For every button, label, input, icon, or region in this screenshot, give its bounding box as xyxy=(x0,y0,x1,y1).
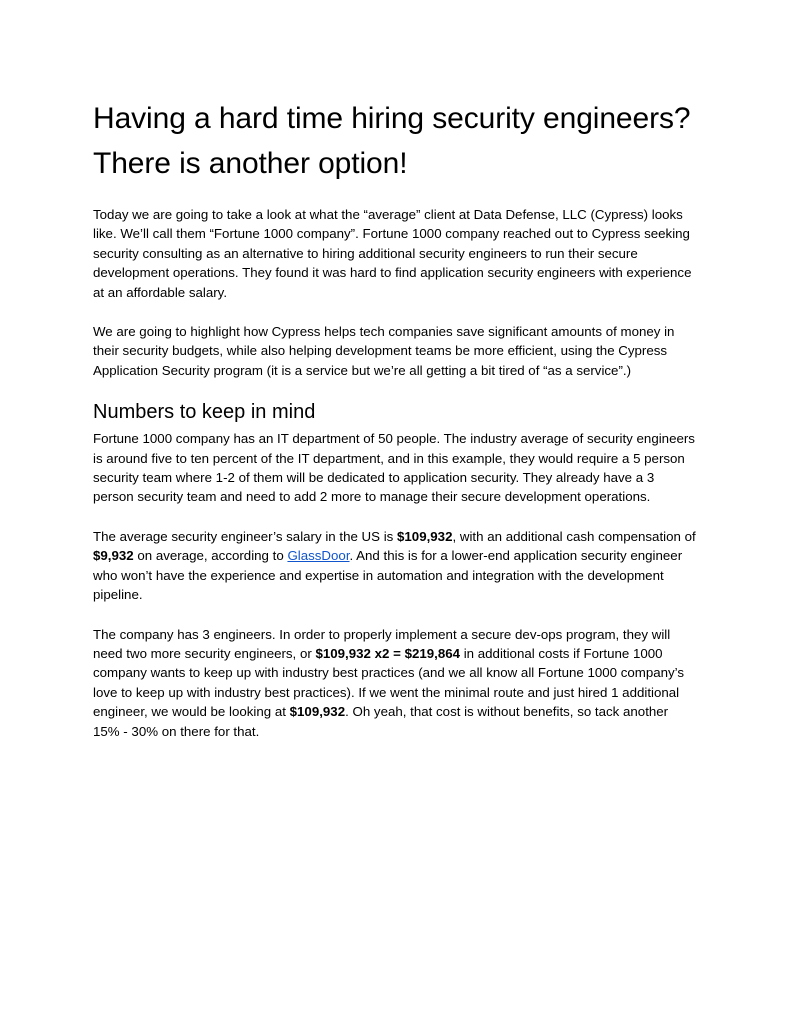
glassdoor-link[interactable]: GlassDoor xyxy=(287,548,350,564)
cost-text-2: in additional costs if Fortune 1000 company wants to keep up with industry best practices (and we all know all Fortune 1000 company’s love to keep up with industry best practices). If we went the minimal route and just hired 1 additional engineer, we would be looking at xyxy=(93,645,685,720)
numbers-paragraph-1: Fortune 1000 company has an IT department of 50 people. The industry average of security engineers is around five to ten percent of the IT department, and in this example, they would require a 5 person security team where 1-2 of them will be dedicated to application security. They already have a 3 person security team and need to add 2 more to manage their secure development operations. xyxy=(93,431,695,505)
salary-text-4: . And this is for a lower-end application security engineer who won’t have the experience and expertise in automation and integration with the development pipeline. xyxy=(93,548,683,603)
salary-paragraph xyxy=(93,527,698,605)
cost-text-3: . Oh yeah, that cost is without benefits, so tack another 15% - 30% on there for that. xyxy=(93,704,669,739)
salary-text-2: , with an additional cash compensation of xyxy=(452,528,696,544)
document-title: Having a hard time hiring security engineers? There is another option! xyxy=(93,102,691,180)
salary-value: $109,932 xyxy=(397,528,453,544)
salary-text-3: on average, according to xyxy=(133,548,288,564)
section-heading: Numbers to keep in mind xyxy=(93,401,316,424)
cash-compensation-value: $9,932 xyxy=(93,548,134,564)
single-engineer-cost: $109,932 xyxy=(289,704,346,720)
intro-paragraph-1: Today we are going to take a look at what the “average” client at Data Defense, LLC (Cypress) looks like. We’ll call them “Fortune 1000 company”. Fortune 1000 company reached out to Cypress seeking security consulting as an alternative to hiring additional security engineers to run their secure development operations. They found it was hard to find application security engineers with experience at an affordable salary. xyxy=(93,207,692,300)
cost-paragraph xyxy=(93,625,698,741)
document-page xyxy=(93,96,698,741)
cost-text-1: The company has 3 engineers. In order to properly implement a secure dev-ops program, they will need two more security engineers, or xyxy=(93,626,671,661)
two-engineer-cost: $109,932 x2 = $219,864 xyxy=(315,645,461,661)
salary-text-1: The average security engineer’s salary in the US is xyxy=(93,528,398,544)
intro-paragraph-2: We are going to highlight how Cypress helps tech companies save significant amounts of money in their security budgets, while also helping development teams be more efficient, using the Cypress Application Security program (it is a service but we’re all getting a bit tired of “as a service”.) xyxy=(93,324,675,378)
